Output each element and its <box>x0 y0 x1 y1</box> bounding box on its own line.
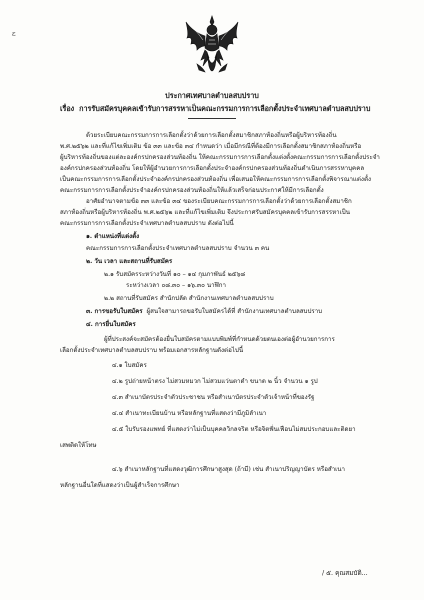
intro-line: เป็นคณะกรรมการการเลือกตั้งประจำองค์กรปกครองส่วนท้องถิ่น เพื่อเสนอให้คณะกรรมการการเลือกตั้งพิจารณาแต่งตั้ง <box>60 176 371 183</box>
announcement-title: ประกาศเทศบาลตำบลสบปราบ <box>165 91 259 100</box>
document-item: ๔.๒ รูปถ่ายหน้าตรง ไม่สวมหมวก ไม่สวมแว่นตาดำ ขนาด ๒ นิ้ว จำนวน ๑ รูป <box>112 378 318 385</box>
section-3-heading: ๓. การขอรับใบสมัคร <box>86 308 143 315</box>
garuda-emblem-icon <box>183 14 241 78</box>
document-item: ๔.๓ สำเนาบัตรประจำตัวประชาชน หรือสำเนาบัตรประจำตัวเจ้าหน้าที่ของรัฐ <box>112 394 315 401</box>
section-2-2: ๒.๒ สถานที่รับสมัคร สำนักปลัด สำนักงานเทศบาลตำบลสบปราบ <box>104 295 274 302</box>
section-4-body: เลือกตั้งประจำเทศบาลตำบลสบปราบ พร้อมเอกสารหลักฐานดังต่อไปนี้ <box>60 347 244 354</box>
section-3 <box>86 308 322 316</box>
intro-line: คณะกรรมการการเลือกตั้งประจำเทศบาลตำบลสบปราบ ดังต่อไปนี้ <box>60 220 234 227</box>
section-2-1-time: ระหว่างเวลา ๐๘.๓๐ – ๑๖.๓๐ นาฬิกา <box>126 282 227 289</box>
intro-line: สภาท้องถิ่นหรือผู้บริหารท้องถิ่น พ.ศ.๒๕๖๒ และที่แก้ไขเพิ่มเติม จึงประกาศรับสมัครบุคคลเข้ารับการสรรหาเป็น <box>60 209 350 216</box>
intro-line: พ.ศ.๒๕๖๒ และที่แก้ไขเพิ่มเติม ข้อ ๓๓ และข้อ ๓๔ กำหนดว่า เมื่อมีกรณีที่ต้องมีการเลือกตั้งสมาชิกสภาท้องถิ่นหรือ <box>60 143 362 150</box>
intro-line: อาศัยอำนาจตามข้อ ๓๓ และข้อ ๓๔ ของระเบียบคณะกรรมการการเลือกตั้งว่าด้วยการเลือกตั้งสมาชิก <box>86 198 352 205</box>
section-3-body: ผู้สนใจสามารถขอรับใบสมัครได้ที่ สำนักงานเทศบาลตำบลสบปราบ <box>146 308 323 315</box>
section-1-heading: ๑. ตำแหน่งที่แต่งตั้ง <box>86 233 140 240</box>
continuation-marker: / ๕. คุณสมบัติ... <box>322 569 368 577</box>
section-2-heading: ๒. วัน เวลา และสถานที่รับสมัคร <box>86 258 173 265</box>
announcement-subject <box>60 105 370 113</box>
document-item-continuation: เสพติดให้โทษ <box>60 442 97 449</box>
section-4-heading: ๔. การยื่นใบสมัคร <box>86 321 136 328</box>
intro-line: ผู้บริหารท้องถิ่นของแต่ละองค์กรปกครองส่วนท้องถิ่น ให้คณะกรรมการการเลือกตั้งแต่งตั้งคณะกรรมการการเลือกตั้งประจำ <box>60 154 380 161</box>
intro-line: คณะกรรมการการเลือกตั้งประจำองค์กรปกครองส่วนท้องถิ่นให้แล้วเสร็จก่อนประกาศให้มีการเลือกตั้ง <box>60 187 324 194</box>
corner-mark: ɛ <box>12 30 16 38</box>
title-divider <box>188 118 236 119</box>
document-item: ๔.๖ สำเนาหลักฐานที่แสดงวุฒิการศึกษาสูงสุด (ถ้ามี) เช่น สำเนาปริญญาบัตร หรือสำเนา <box>112 466 345 473</box>
document-item: ๔.๕ ใบรับรองแพทย์ ที่แสดงว่าไม่เป็นบุคคลวิกลจริต หรือจิตฟั่นเฟือนไม่สมประกอบและติดยา <box>112 426 356 433</box>
document-item-continuation: หลักฐานอื่นใดที่แสดงว่าเป็นผู้สำเร็จการศึกษา <box>60 482 180 489</box>
section-2-1: ๒.๑ รับสมัครระหว่างวันที่ ๑๐ – ๑๔ กุมภาพันธ์ ๒๕๖๘ <box>104 271 246 278</box>
section-4-body: ผู้ที่ประสงค์จะสมัครต้องยื่นใบสมัครตามแบบพิมพ์ที่กำหนดด้วยตนเองต่อผู้อำนวยการการ <box>104 336 335 343</box>
intro-line: องค์กรปกครองส่วนท้องถิ่น โดยให้ผู้อำนวยการการเลือกตั้งประจำองค์กรปกครองส่วนท้องถิ่นดำเนินการสรรหาบุคคล <box>60 165 365 172</box>
document-item: ๔.๑ ใบสมัคร <box>112 362 147 369</box>
section-1-body: คณะกรรมการการเลือกตั้งประจำเทศบาลตำบลสบปราบ จำนวน ๓ คน <box>86 245 270 252</box>
intro-line: ด้วยระเบียบคณะกรรมการการเลือกตั้งว่าด้วยการเลือกตั้งสมาชิกสภาท้องถิ่นหรือผู้บริหารท้องถิ่น <box>86 132 337 139</box>
document-item: ๔.๔ สำเนาทะเบียนบ้าน หรือหลักฐานที่แสดงว่ามีภูมิลำเนา <box>112 410 267 417</box>
subject-label: เรื่อง <box>60 104 75 113</box>
subject-text: การรับสมัครบุคคลเข้ารับการสรรหาเป็นคณะกรรมการการเลือกตั้งประจำเทศบาลตำบลสบปราบ <box>79 104 371 113</box>
